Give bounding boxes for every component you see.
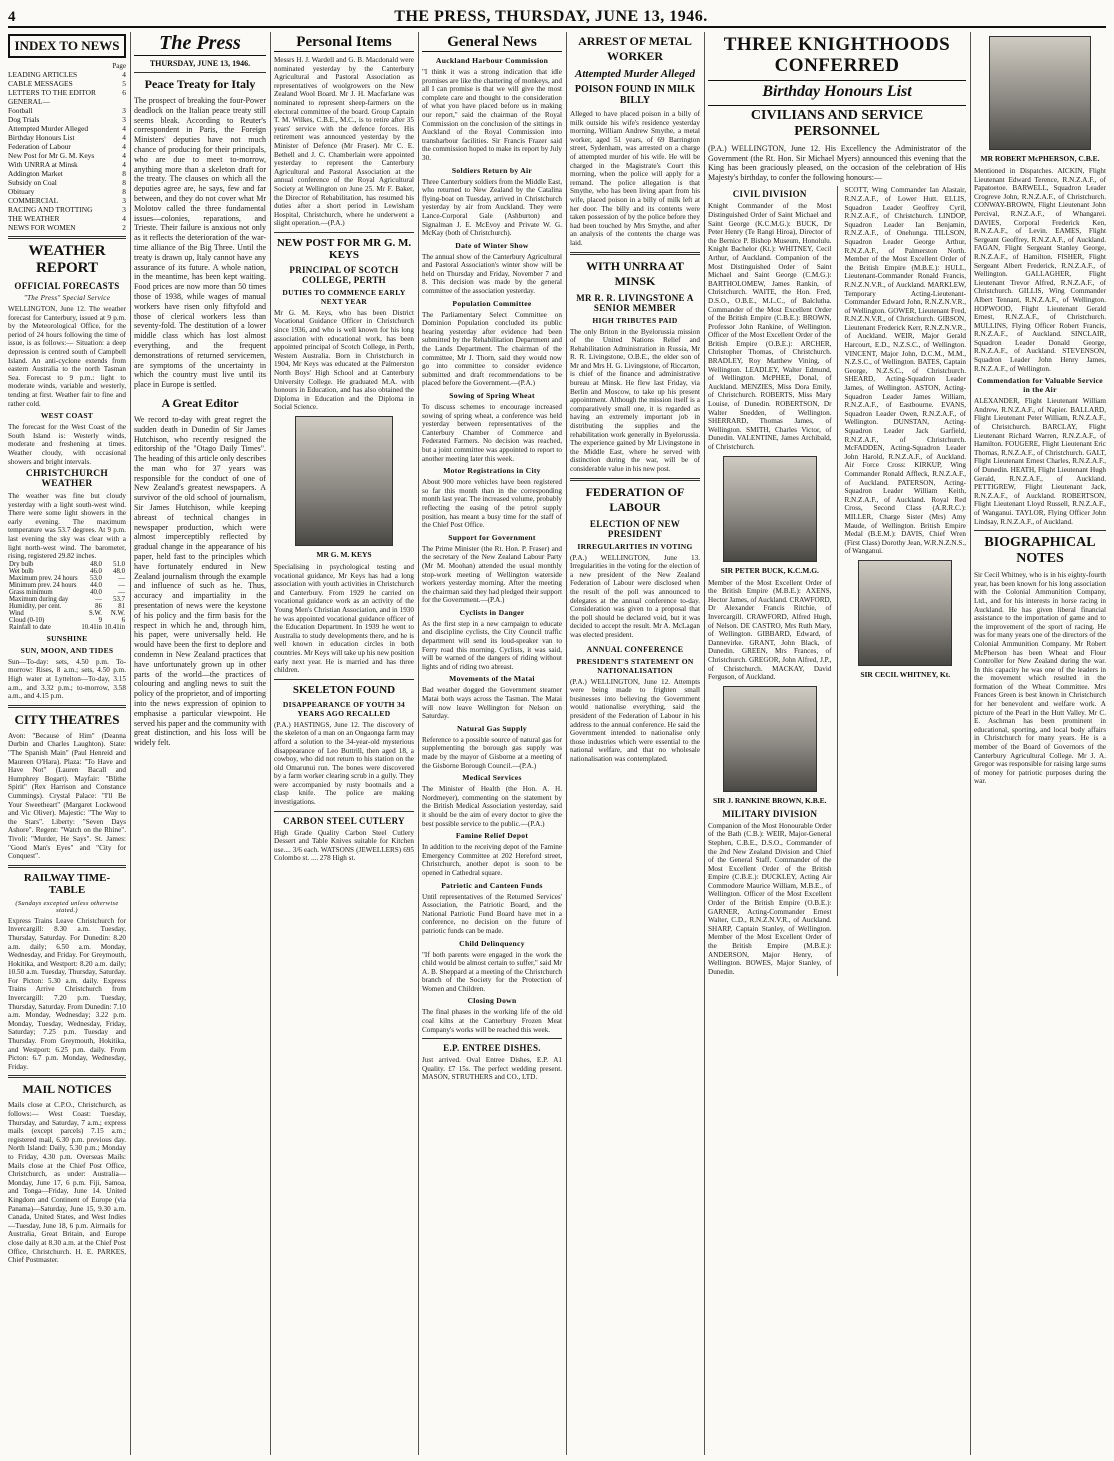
conference-text: (P.A.) WELLINGTON, June 12. Attempts were being made to frighten small businesses into believing the Government would nationalise everything, said the president of the Federation of Labour in his address to the annual conference. He said the Government intended to nationalise only those industries which were essential to the national welfare, and that no wholesale nationalisation was contemplated. — [570, 677, 700, 763]
index-list — [8, 70, 126, 232]
index-item-page: 3 — [122, 196, 126, 205]
civil-division-text: Knight Commander of the Most Distinguished Order of Saint Michael and Saint George (K.C.M.G.): BUCK, Dr Peter Henry (Te Rangi Hiroa), Director of the Bernice P. Bishop Museum, Honolulu. Knight Bachelor (Kt.): WHITNEY, Cecil Arthur, of Auckland. Companion of the Most Distinguished Order of Saint Michael and Saint George (C.M.G.): BARTHOLOMEW, James Rankin, of Christchurch. WAITE, the Hon. Fred, D.S.O., O.B.E., M.L.C., of Balclutha. Commander of the Most Excellent Order of the British Empire (C.B.E.): BROWN, Professor John Rankine, of Wellington. Officer of the Most Excellent Order of the British Empire (O.B.E.): ARCHER, Christopher Thomas, of Christchurch. BRADLEY, Roy Matthew Vining, of Wellington. LEADLEY, Walter Edmund, of Wellington. McPHEE, Donal, of Auckland. MENZIES, Miss Dora Emily, of Christchurch. ROBERTS, Miss Mary Louise, of Dunedin. ROBERTSON, Dr Walter Snedden, of Wellington. SHERRARD, Thomas James, of Wellington. SMITH, Charles Victor, of Dunedin. VALENTINE, James Archibald, of Christchurch. — [708, 202, 832, 451]
weather-cell: Maximum prev. 24 hours — [9, 574, 78, 582]
brown-photo-caption: SIR J. RANKINE BROWN, K.B.E. — [712, 795, 827, 805]
weather-row — [8, 596, 126, 603]
irregularities-heading: IRREGULARITIES IN VOTING — [577, 541, 693, 551]
weather-cell: 6 — [121, 616, 125, 624]
unrra-heading: WITH UNRRA AT MINSK — [586, 258, 684, 288]
tributes-heading: HIGH TRIBUTES PAID — [592, 315, 678, 325]
weather-title: WEATHER REPORT — [28, 243, 106, 276]
theatres-text: Avon: "Because of Him" (Deanna Durbin and Charles Laughton). State: "The Spanish Main" (Paul Henreid and Maureen O'Hara). Plaza: "To Have and Have Not" (Lauren Bacall and Humphrey Bogart). Mayfair: "Blithe Spirit" (Rex Harrison and Constance Cummings). Crystal Palace: "I'll Be Your Sweetheart" (Margaret Lockwood and Vic Oliver). Majestic: "The Way to the Stars". Liberty: "Seven Days Ashore". Regent: "Watch on the Rhine". Tivoli: "Murder, He Says". St. James: "Good Man's Eyes" and "City for Conquest". — [8, 731, 126, 861]
railway-subtitle: (Sundays excepted unless otherwise stated.) — [15, 899, 119, 914]
index-page-label: Page — [112, 62, 126, 70]
weather-cell: — — [95, 595, 102, 603]
index-item-label: Football — [8, 106, 33, 115]
attempted-murder-heading: Attempted Murder Alleged — [575, 68, 695, 80]
weather-cell: 40.0 — [90, 588, 102, 596]
index-item — [8, 178, 126, 187]
honours-intro: (P.A.) WELLINGTON, June 12. His Excellency the Administrator of the Government (the Rt. Hon. Sir Michael Myers) announced this evening that the King has been graciously pleased, on the occasion of the celebration of His Majesty's birthday, to confer the following honours:— — [708, 144, 966, 182]
general-news-heading: Support for Government — [448, 532, 536, 542]
column-index — [8, 32, 126, 1455]
general-news-text: About 900 more vehicles have been registered so far this month than in the corresponding month last year. The increased volume, probably reflecting the easing of the petrol supply position, has meant a busy time for the staff of the Chief Post Office. — [422, 478, 562, 530]
index-item — [8, 97, 126, 106]
index-item-label: NEWS FOR WOMEN — [8, 223, 76, 232]
index-item-label: RACING AND TROTTING — [8, 205, 93, 214]
index-item-page: 3 — [122, 115, 126, 124]
weather-cell: S.W. — [88, 609, 102, 617]
general-news-text: Reference to a possible source of natural gas for supplementing the borough gas supply was made by the mayor of Gisborne at a meeting of the Gisborne Borough Council.—(P.A.) — [422, 735, 562, 770]
index-item — [8, 70, 126, 79]
weather-cell: Wet bulb — [9, 567, 34, 575]
index-item-label: COMMERCIAL — [8, 196, 59, 205]
general-news-heading: Natural Gas Supply — [457, 723, 527, 733]
general-news-text: The Prime Minister (the Rt. Hon. P. Fraser) and the secretary of the New Zealand Labour Party (Mr M. Moohan) attended the usual monthly stop-work meeting of Wellington waterside workers yesterday morning. After the meeting the chairman said they had pledged their support for the Government.—(P.A.) — [422, 544, 562, 605]
index-item-label: New Post for Mr G. M. Keys — [8, 151, 95, 160]
index-item-label: With UNRRA at Minsk — [8, 160, 78, 169]
weather-table — [8, 561, 126, 631]
editorial-text: The prospect of breaking the four-Power deadlock on the Italian peace treaty still seems bleak. According to Reuter's correspondent in Paris, the Foreign Ministers' deputies have not much chance of producing for their principals, who are due to meet to-morrow, anything more than a skeleton draft for the treaty. The clauses on which all the deputies agree are, he says, few and far between, and they do not cover what Mr Molotov called the three fundamental issues—colonies, reparations, and Trieste. Their failure is anxious not only as it reflects the deterioration of the war-time alliance of the Big Three. Until the treaty is drawn up, Italy cannot have any assurance of its future. A whole nation, in the meantime, has been kept waiting. Food prices are now more than 50 times those of 1938, while wages of manual workers have risen only fiftyfold and those of clerical workers less than seventy-fold. The destitution of a lower middle class which has lost almost everything, and the frequent demonstrations of returned servicemen, are symptoms of the uncertainty in which the country must live until its place in Europe is settled. — [134, 96, 266, 390]
nationalisation-heading: PRESIDENT'S STATEMENT ON NATIONALISATION — [576, 656, 694, 675]
index-item-page: 4 — [122, 124, 126, 133]
mcpherson-photo-caption: MR ROBERT McPHERSON, C.B.E. — [980, 154, 1100, 163]
valuable-service-text: ALEXANDER, Flight Lieutenant William Andrew, R.N.Z.A.F., of Napier. BALLARD, Flight Lieutenant Peter William, R.N.Z.A.F., of Christchurch. BARCLAY, Flight Lieutenant Richard Warren, R.N.Z.A.F., of Hamilton. FOUGERE, Flight Lieutenant Eric Thomas, R.N.Z.A.F., of Christchurch. GALT, Flight Lieutenant Ernest Charles, R.N.Z.A.F., of Dunedin. HEATH, Flight Lieutenant Hugh Gerald, R.N.Z.A.F., of Auckland. PETTIGREW, Flight Lieutenant Jack, R.N.Z.A.F., of Auckland. ROBERTSON, Flight Lieutenant Lloyd Russell, R.N.Z.A.F., of Wanganui. TAYLOR, Flying Officer John Lindsay, R.N.Z.A.F., of Auckland. — [974, 397, 1106, 526]
masthead-title: THE PRESS, THURSDAY, JUNE 13, 1946. — [394, 8, 708, 25]
index-item-page: 4 — [122, 133, 126, 142]
general-news-heading: Cyclists in Danger — [459, 607, 525, 617]
mail-title: MAIL NOTICES — [22, 1082, 112, 1097]
weather-cell: — — [118, 588, 125, 596]
weather-row — [8, 617, 126, 624]
christchurch-weather-heading: CHRISTCHURCH WEATHER — [25, 469, 109, 490]
editorial-logo: The Press — [134, 32, 266, 56]
forecasts-sub: "The Press" Special Service — [23, 294, 111, 302]
editorial-headline: Peace Treaty for Italy — [144, 77, 256, 91]
sun-moon-text: Sun—To-day: sets, 4.50 p.m. To-morrow: Rises, 8 a.m.; sets, 4.50 p.m. High water at Lyttelton—To-day, 3.15 a.m., and 3.32 p.m.; to-morrow, 3.58 a.m., and 4.15 p.m. — [8, 657, 126, 701]
keys-heading: NEW POST FOR MR G. M. KEYS — [276, 236, 412, 261]
general-news-heading: Motor Registrations in City — [443, 466, 541, 476]
index-item — [8, 124, 126, 133]
index-item-label: Dog Trials — [8, 115, 40, 124]
mail-text: Mails close at C.P.O., Christchurch, as follows:— West Coast: Tuesday, Thursday, and Saturday, 7 a.m.; express mails (except parcels) 7.15 a.m.; registered mail, 6.30 p.m. previous day. North Island: Daily, 5.30 p.m.; Monday to Friday, 4.30 p.m. Overseas Mails: Mails close at the Chief Post Office, Christchurch, as under: Australia—Monday, June 17, 6 p.m. Fiji, Samoa, and Tonga—Friday, June 14. United Kingdom and Continent of Europe (via Panama)—Saturday, June 15, 9.30 a.m. Canada, United States, and West Indies—Tuesday, June 18, 6 p.m. Airmails for Australia, Great Britain, and Europe close daily at 8.30 a.m. at the Chief Post Office, Christchurch. H. E. PARKES, Chief Postmaster. — [8, 1101, 126, 1265]
weather-cell: 81 — [118, 602, 125, 610]
index-item-label: Addington Market — [8, 169, 63, 178]
honours-left-column — [708, 186, 831, 976]
general-news-text: To discuss schemes to encourage increased sowing of spring wheat, a conference was held yesterday between representatives of the Canterbury Chamber of Commerce and Federated Farmers. No decision was reached, but a joint committee was appointed to report to another meeting later this week. — [422, 403, 562, 463]
weather-cell: — — [118, 581, 125, 589]
general-news-list — [422, 56, 562, 1034]
livingstone-heading: MR R. R. LIVINGSTONE A SENIOR MEMBER — [576, 292, 694, 313]
weather-cell: Maximum during day — [9, 595, 69, 603]
west-coast-heading: WEST COAST — [40, 411, 94, 421]
weather-cell: 10.41in — [104, 623, 125, 631]
buck-photo-caption: SIR PETER BUCK, K.C.M.G. — [720, 565, 819, 575]
biographical-text: Sir Cecil Whitney, who is in his eighty-fourth year, has been known for his long association with the Colonial Ammunition Company, Ltd., and for his interests in horse racing in Auckland. He has given liberal financial assistance to the importation of game and to the improvement of the sport of racing. He was for many years one of the directors of the Colonial Ammunition Company. Mr Robert McPherson has been Wheat and Flour Controller for New Zealand during the war. In this capacity he was one of the leaders in the movement which resulted in the formation of the Wheat Committee. Mrs Frances Green is best known in Christchurch for her benevolent and welfare work. A picture of the Pearl in the Hutt Valley. Mr C. E. Aschman has been prominent in educational, sporting, and local body affairs in Christchurch for many years. He is a member of the Board of Governors of the Canterbury Agricultural College. Mr J. A. Gregor was responsible for raising large sums of money for patriotic purposes during the war. — [974, 571, 1106, 786]
index-title: INDEX TO NEWS — [8, 34, 126, 58]
forecast-text: WELLINGTON, June 12. The weather forecast for Canterbury, issued at 9 p.m. by the Meteorological Office, for the period of 24 hours following the time of issue, is as follows:— Situation: a deep depression is centred south of Campbell Island. An anti-cyclone extends from eastern Australia to the north Tasman Sea. Forecast to 9 p.m.: light to moderate winds, variable and westerly, tending at first. Weather fair to fine and rather cold. — [8, 305, 126, 408]
skeleton-text: (P.A.) HASTINGS, June 12. The discovery of the skeleton of a man on an Ongaonga farm may afford a solution to the 34-year-old mysterious disappearance of Leo Buttrill, then aged 18, a cowboy, who did not return to his station on the old Omarunui run. The bones were discovered by a farm worker clearing scrub in a gully. They were accompanied by rusty bootnails and a clasp knife. The police are making investigations. — [274, 720, 414, 807]
weather-cell: 53.0 — [90, 574, 102, 582]
weather-cell: 9 — [98, 616, 102, 624]
index-item-page: 4 — [122, 214, 126, 223]
general-news-text: "If both parents were engaged in the work the child would be almost certain to suffer," said Mr A. B. Sheppard at a meeting of the Christchurch branch of the Society for the Protection of Women and Children. — [422, 950, 562, 993]
weather-row — [8, 589, 126, 596]
index-item-label: Obituary — [8, 187, 35, 196]
weather-cell: Cloud (0-10) — [9, 616, 45, 624]
index-item-label: LETTERS TO THE EDITOR — [8, 88, 96, 97]
index-item-page: 3 — [122, 205, 126, 214]
mcpherson-photo — [989, 36, 1091, 150]
civil-division-heading: CIVIL DIVISION — [732, 189, 807, 200]
general-news-heading: Patriotic and Canteen Funds — [441, 880, 543, 890]
general-news-text: The annual show of the Canterbury Agricultural and Pastoral Association's winter show will be held on Thursday and Friday, November 7 and 8. This decision was made by the general committee of the association yesterday. — [422, 252, 562, 296]
biographical-heading: BIOGRAPHICAL NOTES — [984, 535, 1096, 567]
general-news-heading: Medical Services — [462, 773, 522, 783]
sunshine-title: SUNSHINE — [46, 633, 88, 643]
weather-cell: 48.0 — [90, 560, 102, 568]
railway-text: Express Trains Leave Christchurch for Invercargill: 8.30 a.m. Tuesday, Thursday, Saturday. For Dunedin: 8.20 a.m. daily; 6.50 a.m. Monday, Wednesday, and Friday. For Greymouth, Hokitika, and Westport: 8.20 a.m. daily; 10.50 a.m. Tuesday, Thursday, Saturday. For Picton: 5.30 a.m. daily. Express Trains Arrive Christchurch from Invercargill: 7.20 p.m. Tuesday, Thursday, Saturday. From Dunedin: 7.10 a.m. Monday, Wednesday; 3.22 p.m. Monday, Tuesday, Wednesday, Friday, Saturday; 7.25 p.m. Tuesday and Thursday. From Greymouth, Hokitika, and Westport: 6.25 p.m. daily. From Picton: 6.7 p.m. Monday, Wednesday, Friday. — [8, 916, 126, 1071]
index-item-page: 4 — [122, 142, 126, 151]
index-item — [8, 187, 126, 196]
weather-cell: Grass minimum — [9, 588, 53, 596]
keys-text: Mr G. M. Keys, who has been District Vocational Guidance Officer in Christchurch since 1936, and who is well known for his long association with educational work, has been appointed principal of Scotch College, in Perth, Western Australia. Born in Christchurch in 1904, Mr Keys was educated at the Palmerston North Boys' High School and at Canterbury University College. He graduated M.A. with honours in Education, and has also obtained the Diploma in Education and the Diploma in Social Science. — [274, 308, 414, 412]
index-item-page: 5 — [122, 79, 126, 88]
column-editorial — [134, 32, 266, 1455]
column-personal — [274, 32, 414, 1455]
index-item — [8, 223, 126, 232]
honours-heading: CIVILIANS AND SERVICE PERSONNEL — [708, 105, 966, 140]
index-item — [8, 160, 126, 169]
general-news-heading: Population Committee — [452, 298, 532, 308]
honours-right-column — [844, 186, 966, 976]
weather-row — [8, 603, 126, 610]
keys-photo — [295, 416, 393, 546]
poison-heading: POISON FOUND IN MILK BILLY — [574, 84, 696, 106]
weather-row — [8, 610, 126, 617]
skeleton-subheading: DISAPPEARANCE OF YOUTH 34 YEARS AGO RECALLED — [282, 699, 406, 718]
unrra-text: The only Briton in the Byelorussia mission of the United Nations Relief and Rehabilitation Administration in Russia, Mr R. R. Livingstone, O.B.E., the elder son of Mr and Mrs H. G. Livingstone, of Riccarton, is chief of the finance and administrative bureau at Minsk. He flew last Friday, via Berlin and Moscow, to take up his present appointment. Although the mission itself is a comparatively small one, it is regarded as having an extremely important job in distributing the supplies and the rehabilitation work generally in Byelorussia. The experience gained by Mr Livingstone in the Middle East, where he served with distinction during the war, will be of considerable value in his new post. — [570, 327, 700, 473]
member-text: Member of the Most Excellent Order of the British Empire (M.B.E.): AXENS, Hector James, of Auckland. CRAWFORD, Dr Alexander Francis Ritchie, of Invercargill. CRAWFORD, Alfred Hugh, of Nelson. DE CASTRO, Mrs Ruth Mary, of Wellington. GIBBARD, Edward, of Dannevirke. GRANT, John Black, of Dunedin. GREEN, Mrs Frances, of Christchurch. GREGOR, John Alfred, J.P., of Christchurch. MACKAY, David Ferguson, of Auckland. — [708, 578, 832, 682]
dispatches-text: Mentioned in Dispatches. AICKIN, Flight Lieutenant Edward Terence, R.N.Z.A.F., of Papatoetoe. BARWELL, Squadron Leader Crogreve John, R.N.Z.A.F., of Christchurch. CONWAY-BROWN, Flight Lieutenant John Percival, R.N.Z.A.F., of Whangarei. DAVIES, Corporal Frederick Ken, R.N.Z.A.F., of Levin. EAMES, Flight Sergeant Geoffrey, R.N.Z.A.F., of Auckland. FAGAN, Flight Sergeant Stanley George, R.N.Z.A.F., of Hamilton. FISHER, Flight Sergeant Albert Frederick, R.N.Z.A.F., of Wellington. GALLAGHER, Flight Lieutenant Trevor Alfred, R.N.Z.A.F., of Christchurch. GILLIS, Wing Commander Albert Tennant, R.N.Z.A.F., of Wellington. HOPWOOD, Flight Lieutenant Gerald Ernest, R.N.Z.A.F., of Christchurch. MULLINS, Flying Officer Robert Francis, R.N.Z.A.F., of Auckland. SINCLAIR, Squadron Leader Donald George, R.N.Z.A.F., of Auckland. STEVENSON, Squadron Leader John Henry James, R.N.Z.A.F., of Wellington. — [974, 167, 1106, 373]
index-item — [8, 169, 126, 178]
general-title: General News — [422, 34, 562, 52]
general-news-text: As the first step in a new campaign to educate and discipline cyclists, the City Council traffic department will send its loud-speaker van to Ferry road this morning. Cyclists, it was said, will be warned of the dangers of riding without lights and of riding two abreast. — [422, 619, 562, 671]
index-item-page: 6 — [122, 88, 126, 97]
index-item-label: THE WEATHER — [8, 214, 60, 223]
general-news-text: In addition to the receiving depot of the Famine Emergency Committee at 202 Hereford street, Christchurch, another depot is soon to be opened in Cathedral square. — [422, 843, 562, 877]
general-news-heading: Soldiers Return by Air — [451, 165, 533, 175]
weather-cell: 10.41in — [81, 623, 102, 631]
weather-row — [8, 624, 126, 631]
conference-heading: ANNUAL CONFERENCE — [586, 644, 684, 654]
index-item — [8, 196, 126, 205]
weather-cell: 48.0 — [113, 567, 125, 575]
valuable-service-heading: Commendation for Valuable Service in the Air — [977, 376, 1103, 395]
index-item — [8, 205, 126, 214]
general-news-heading: Date of Winter Show — [455, 240, 529, 250]
index-item-page: 8 — [122, 178, 126, 187]
weather-cell: Rainfall to date — [9, 623, 51, 631]
cutlery-ad-text: High Grade Quality Carbon Steel Cutlery Dessert and Table Knives suitable for Kitchen use.... 3/6 each. WATSONS (JEWELLERS) 695 Colombo st. .... 278 High st. — [274, 828, 414, 863]
index-item-page: 4 — [122, 70, 126, 79]
general-news-text: The final phases in the working life of the old coal kilns at the Canterbury Frozen Meat Company's works will be reached this week. — [422, 1008, 562, 1034]
index-item — [8, 88, 126, 97]
index-item — [8, 151, 126, 160]
weather-cell: 51.0 — [113, 560, 125, 568]
election-heading: ELECTION OF NEW PRESIDENT — [589, 518, 681, 539]
christchurch-weather-text: The weather was fine but cloudy yesterday with a light south-west wind. There were some light showers in the early evening. The maximum temperature was 53.7 degrees. At 9 p.m. last evening the sky was clear with a light north-west wind. The barometer, rising, registered 29.82 inches. — [8, 492, 126, 561]
general-news-heading: Closing Down — [467, 996, 517, 1006]
weather-cell: 86 — [95, 602, 102, 610]
general-news-text: "I think it was a strong indication that idle promises are like the chattering of monkeys, and all I can promise is that we will give the most complete care and thought to the consideration of what you have placed before us in making our report," said the chairman of the Royal Commission on the conclusion of the sittings in Auckland of the Royal Commission into transharbour facilities. Sir Francis Frazer said the commission hoped to make its report by July 30. — [422, 68, 562, 162]
sun-moon-title: SUN, MOON, AND TIDES — [20, 645, 114, 655]
index-item — [8, 79, 126, 88]
general-news-heading: Famine Relief Depot — [455, 831, 529, 841]
general-news-text: Three Canterbury soldiers from the Middle East, who returned to New Zealand by the Catalina flying-boat on Tuesday, arrived in Christchurch yesterday by air from Auckland. They were Lance-Corporal Gale (Ashburton) and Signalman J. E. McEvoy and Private W. G. McKay (both of Christchurch). — [422, 177, 562, 238]
entree-ad-text: Just arrived. Oval Entree Dishes, E.P. A1 Quality. £7 15s. The perfect wedding present. MASON, STRUTHERS and CO., LTD. — [422, 1056, 562, 1082]
buck-photo — [723, 456, 817, 562]
index-item — [8, 142, 126, 151]
general-news-text: Until representatives of the Returned Services' Association, the Patriotic Board, and the National Patriotic Fund Board have met in a conference, no decision on the future of patriotic funds can be made. — [422, 892, 562, 935]
index-item-page: 4 — [122, 151, 126, 160]
weather-cell: N.W. — [110, 609, 125, 617]
west-coast-text: The forecast for the West Coast of the South Island is: Westerly winds, moderate and freshening at times. Weather cloudy, with occasional showers and bright intervals. — [8, 423, 126, 466]
index-item-page: 3 — [122, 106, 126, 115]
general-news-heading: Sowing of Spring Wheat — [449, 391, 535, 400]
weather-cell: 53.7 — [113, 595, 125, 603]
general-news-heading: Auckland Harbour Commission — [435, 56, 549, 65]
federation-heading: FEDERATION OF LABOUR — [585, 484, 685, 514]
index-item — [8, 106, 126, 115]
index-item-label: Attempted Murder Alleged — [8, 124, 89, 133]
weather-cell: Minimum prev. 24 hours — [9, 581, 77, 589]
personal-text: Messrs H. J. Wardell and G. B. Macdonald were nominated yesterday by the Canterbury Agricultural and Pastoral Association as representatives of woolgrowers on the New Zealand Wool Board. Mr J. H. Macfarlane was nominated to represent sheep-farmers on the electoral committee of the board. Group Captain T. M. Wilkes, C.B.E., M.C., is to retire after 35 years' service with the defence forces. His retirement was announced yesterday by the Minister of Defence (Mr Fraser). Mr C. E. Bethell and J. C. Chamberlain were appointed yesterday to represent the Canterbury Agricultural and Pastoral Association at the annual conference of the Royal Agricultural Society at Wellington on June 25. Mr F. Baker, the Director of Rehabilitation, has resumed his duties after a short period in Lewisham Hospital, Christchurch, where he underwent a slight operation.—(P.A.) — [274, 56, 414, 228]
federation-text: (P.A.) WELLINGTON, June 13. Irregularities in the voting for the election of a new president of the New Zealand Federation of Labour were disclosed when the result of the poll was announced to delegates at the annual conference to-day. Consideration was given to a proposal that the poll should be declared void, but it was decided to accept the result. Mr A. McLagan was elected president. — [570, 553, 700, 639]
weather-row — [8, 561, 126, 568]
weather-row — [8, 568, 126, 575]
honours-subtitle: Birthday Honours List — [708, 80, 966, 101]
railway-title: RAILWAY TIME-TABLE — [23, 871, 111, 896]
weather-row — [8, 582, 126, 589]
arrest-text: Alleged to have placed poison in a billy of milk outside his wife's residence yesterday morning, William Andrew Smythe, a metal worker, aged 51 years, of 69 Barrington street, Sydenham, was arrested on a charge of attempted murder of his wife. He will be charged in the Magistrate's Court this morning, when the police will apply for a remand. The police allegation is that Smythe, who has been living apart from his wife, placed poison in a billy of milk left at her door. The billy and its contents were taken possession of by the police before they had been touched by Mrs Smythe, and after an analysis of the contents the charge was laid. — [570, 110, 700, 247]
brown-photo — [723, 686, 817, 792]
general-news-text: The Parliamentary Select Committee on Dominion Population concluded its public hearing yesterday after evidence had been submitted by the Rehabilitation Department and the Lands Department. The chairman of the committee, Mr J. Thorn, said they would now go into committee to consider evidence submitted and draft recommendations to be placed before the Government.—(P.A.) — [422, 310, 562, 388]
page-number: 4 — [8, 9, 16, 25]
editorial-headline-2: A Great Editor — [161, 395, 239, 410]
index-item-label: Birthday Honours List — [8, 133, 75, 142]
column-sidebar — [974, 32, 1106, 1455]
honours-list-text: SCOTT, Wing Commander Ian Alastair, R.N.Z.A.F., of Lower Hutt. ELLIS, Squadron Leader Geoffrey Cyril, R.N.Z.A.F., of Christchurch. LINDOP, Squadron Leader Ian Benjamin, R.N.Z.A.F., of Onehunga. TILLSON, Squadron Leader George Arthur, R.N.Z.A.F., of Palmerston North. Member of the Most Excellent Order of the British Empire (M.B.E.): HULL, Lieutenant-Commander Ronald Francis, R.N.Z.N.V.R., of Auckland. MARKLEW, Temporary Acting-Lieutenant-Commander Edward John, R.N.Z.N.V.R., of Wellington. GOWER, Lieutenant Fred, R.N.Z.N.V.R., of Christchurch. GIBSON, Lieutenant Frederick Kerr, R.N.Z.N.V.R., of Auckland. WEIR, Major Gerald Harcourt, E.D., N.Z.S.C., of Wellington. VINCENT, Major John, D.C.M., M.M., N.Z.S.C., of Wellington. BATES, Captain George, N.Z.S.C., of Christchurch. SHEARD, Acting-Squadron Leader James, of Wellington. ASTON, Acting-Squadron Leader James William, R.N.Z.A.F., of Eastbourne. EVANS, Squadron Leader Owen, R.N.Z.A.F., of Wellington. DUNSTAN, Acting-Squadron Leader Jack Garfield, R.N.Z.A.F., of Christchurch. McFADDEN, Acting-Squadron Leader John Harold, R.N.Z.A.F., of Auckland. Air Force Cross: KIRKUP, Wing Commander Ronald Affleck, R.N.Z.A.F., of Auckland. PATERSON, Acting-Squadron Leader William Keith, R.N.Z.A.F., of Auckland. Royal Red Cross, Second Class (A.R.R.C.): MILLER, Charge Sister (Mrs) Amy Maude, of Wellington. British Empire Medal (B.E.M.): DAVIS, Chief Wren (First Class) Dorothy Jean, W.R.N.Z.N.S., of Wanganui. — [844, 186, 966, 556]
editorial-date: THURSDAY, JUNE 13, 1946. — [149, 59, 251, 68]
index-item-label: GENERAL— — [8, 97, 50, 106]
entree-ad-heading: E.P. ENTREE DISHES. — [443, 1043, 541, 1054]
skeleton-heading: SKELETON FOUND — [292, 683, 396, 696]
whitney-photo-caption: SIR CECIL WHITNEY, Kt. — [860, 669, 951, 679]
index-item-page: 8 — [122, 169, 126, 178]
index-item-label: LEADING ARTICLES — [8, 70, 78, 79]
military-division-text: Companion of the Most Honourable Order of the Bath (C.B.): WEIR, Major-General Stephen, C.B.E., D.S.O., Commander of the 2nd New Zealand Division and Chief of the General Staff. Commander of the Most Excellent Order of the British Empire (C.B.E.): DUCKLEY, Acting Air Commodore Maurice William, M.B.E., of Wellington. Officer of the Most Excellent Order of the British Empire (O.B.E.): GARNER, Acting-Commander Ernest Walter, C.D., R.N.Z.N.V.R., of Auckland. SHARP, Captain Stanley, of Wellington. Member of the Most Excellent Order of the British Empire (M.B.E.): ANDERSON, Major Henry, of Wellington. BOWES, Major Stanley, of Dunedin. — [708, 821, 832, 976]
general-news-text: The Minister of Health (the Hon. A. H. Nordmeyer), commenting on the statement by the British Medical Association yesterday, said it should be the aim of every doctor to give the best possible service to the public.—(P.A.) — [422, 785, 562, 828]
keys-subheading-2: DUTIES TO COMMENCE EARLY NEXT YEAR — [282, 287, 406, 306]
index-item — [8, 115, 126, 124]
honours-title: THREE KNIGHTHOODS CONFERRED — [723, 34, 951, 76]
arrest-heading: ARREST OF METAL WORKER — [578, 34, 692, 63]
weather-cell: Wind — [9, 609, 24, 617]
index-item-page: 4 — [122, 160, 126, 169]
masthead — [8, 4, 1106, 28]
column-general — [422, 32, 562, 1455]
index-item-label: Federation of Labour — [8, 142, 71, 151]
keys-text-2: Specialising in psychological testing and vocational guidance, Mr Keys has had a long association with youth activities in Christchurch and Canterbury. From 1929 he carried on vocational guidance work as an activity of the Young Men's Christian Association, and in 1930 he was appointed vocational guidance officer of the Education Department. In 1939 he went to Australia to study developments there, and he is well known in education circles in both countries. Mr Keys will take up his new position early next year. He is married and has three children. — [274, 563, 414, 675]
index-item-label: CABLE MESSAGES — [8, 79, 73, 88]
general-news-heading: Movements of the Matai — [449, 674, 535, 684]
column-middle — [570, 32, 700, 1455]
personal-title: Personal Items — [274, 34, 414, 52]
military-division-heading: MILITARY DIVISION — [722, 808, 818, 819]
cutlery-ad-heading: CARBON STEEL CUTLERY — [283, 815, 405, 826]
editorial-text-2: We record to-day with great regret the sudden death in Dunedin of Sir James Hutchison, who recently resigned the editorship of the "Otago Daily Times". The heading of this article only describes the man who for 37 years was responsible for the conduct of one of New Zealand's greatest newspapers. A survivor of the old school of journalism, Sir James Hutchison, while keeping abreast of technical changes in newspaper production, which were almost imperceptibly reflected by gradual change in the appearance of his paper, held fast to the principles which have fortunately endured in New Zealand journalism through the example and influence of such as he. Thus, accuracy and impartiality in the presentation of news were the keystone of his policy and the firm basis for the respect in which he and, through him, his paper, were universally held. He would have been the first to deplore and condemn in New Zealand practices that have unfortunately grown up in other parts of the world—the practices of colouring and angling news to suit the policy of the proprietor, and of importing into the news expression of opinion to emphasise a particular viewpoint. He served his paper and the community with great distinction, and his loss will be widely felt. — [134, 414, 266, 748]
index-item — [8, 214, 126, 223]
weather-cell: 44.0 — [90, 581, 102, 589]
weather-cell: — — [118, 574, 125, 582]
theatres-title: CITY THEATRES — [14, 711, 120, 727]
whitney-photo — [858, 560, 952, 666]
index-item-page: 2 — [122, 223, 126, 232]
honours-section — [708, 32, 966, 1455]
keys-photo-caption: MR G. M. KEYS — [316, 550, 372, 559]
forecasts-title: OFFICIAL FORECASTS — [14, 281, 120, 291]
index-item-label: Subsidy on Coal — [8, 178, 57, 187]
weather-cell: Dry bulb — [9, 560, 34, 568]
index-item-page: 8 — [122, 187, 126, 196]
general-news-text: Bad weather dogged the Government steamer Matai both ways across the Tasman. The Matai will now leave Wellington for Nelson on Saturday. — [422, 686, 562, 721]
general-news-heading: Child Delinquency — [459, 938, 525, 948]
weather-row — [8, 575, 126, 582]
keys-subheading: PRINCIPAL OF SCOTCH COLLEGE, PERTH — [289, 264, 399, 285]
weather-cell: Humidity, per cent. — [9, 602, 62, 610]
weather-cell: 46.0 — [90, 567, 102, 575]
index-item — [8, 133, 126, 142]
